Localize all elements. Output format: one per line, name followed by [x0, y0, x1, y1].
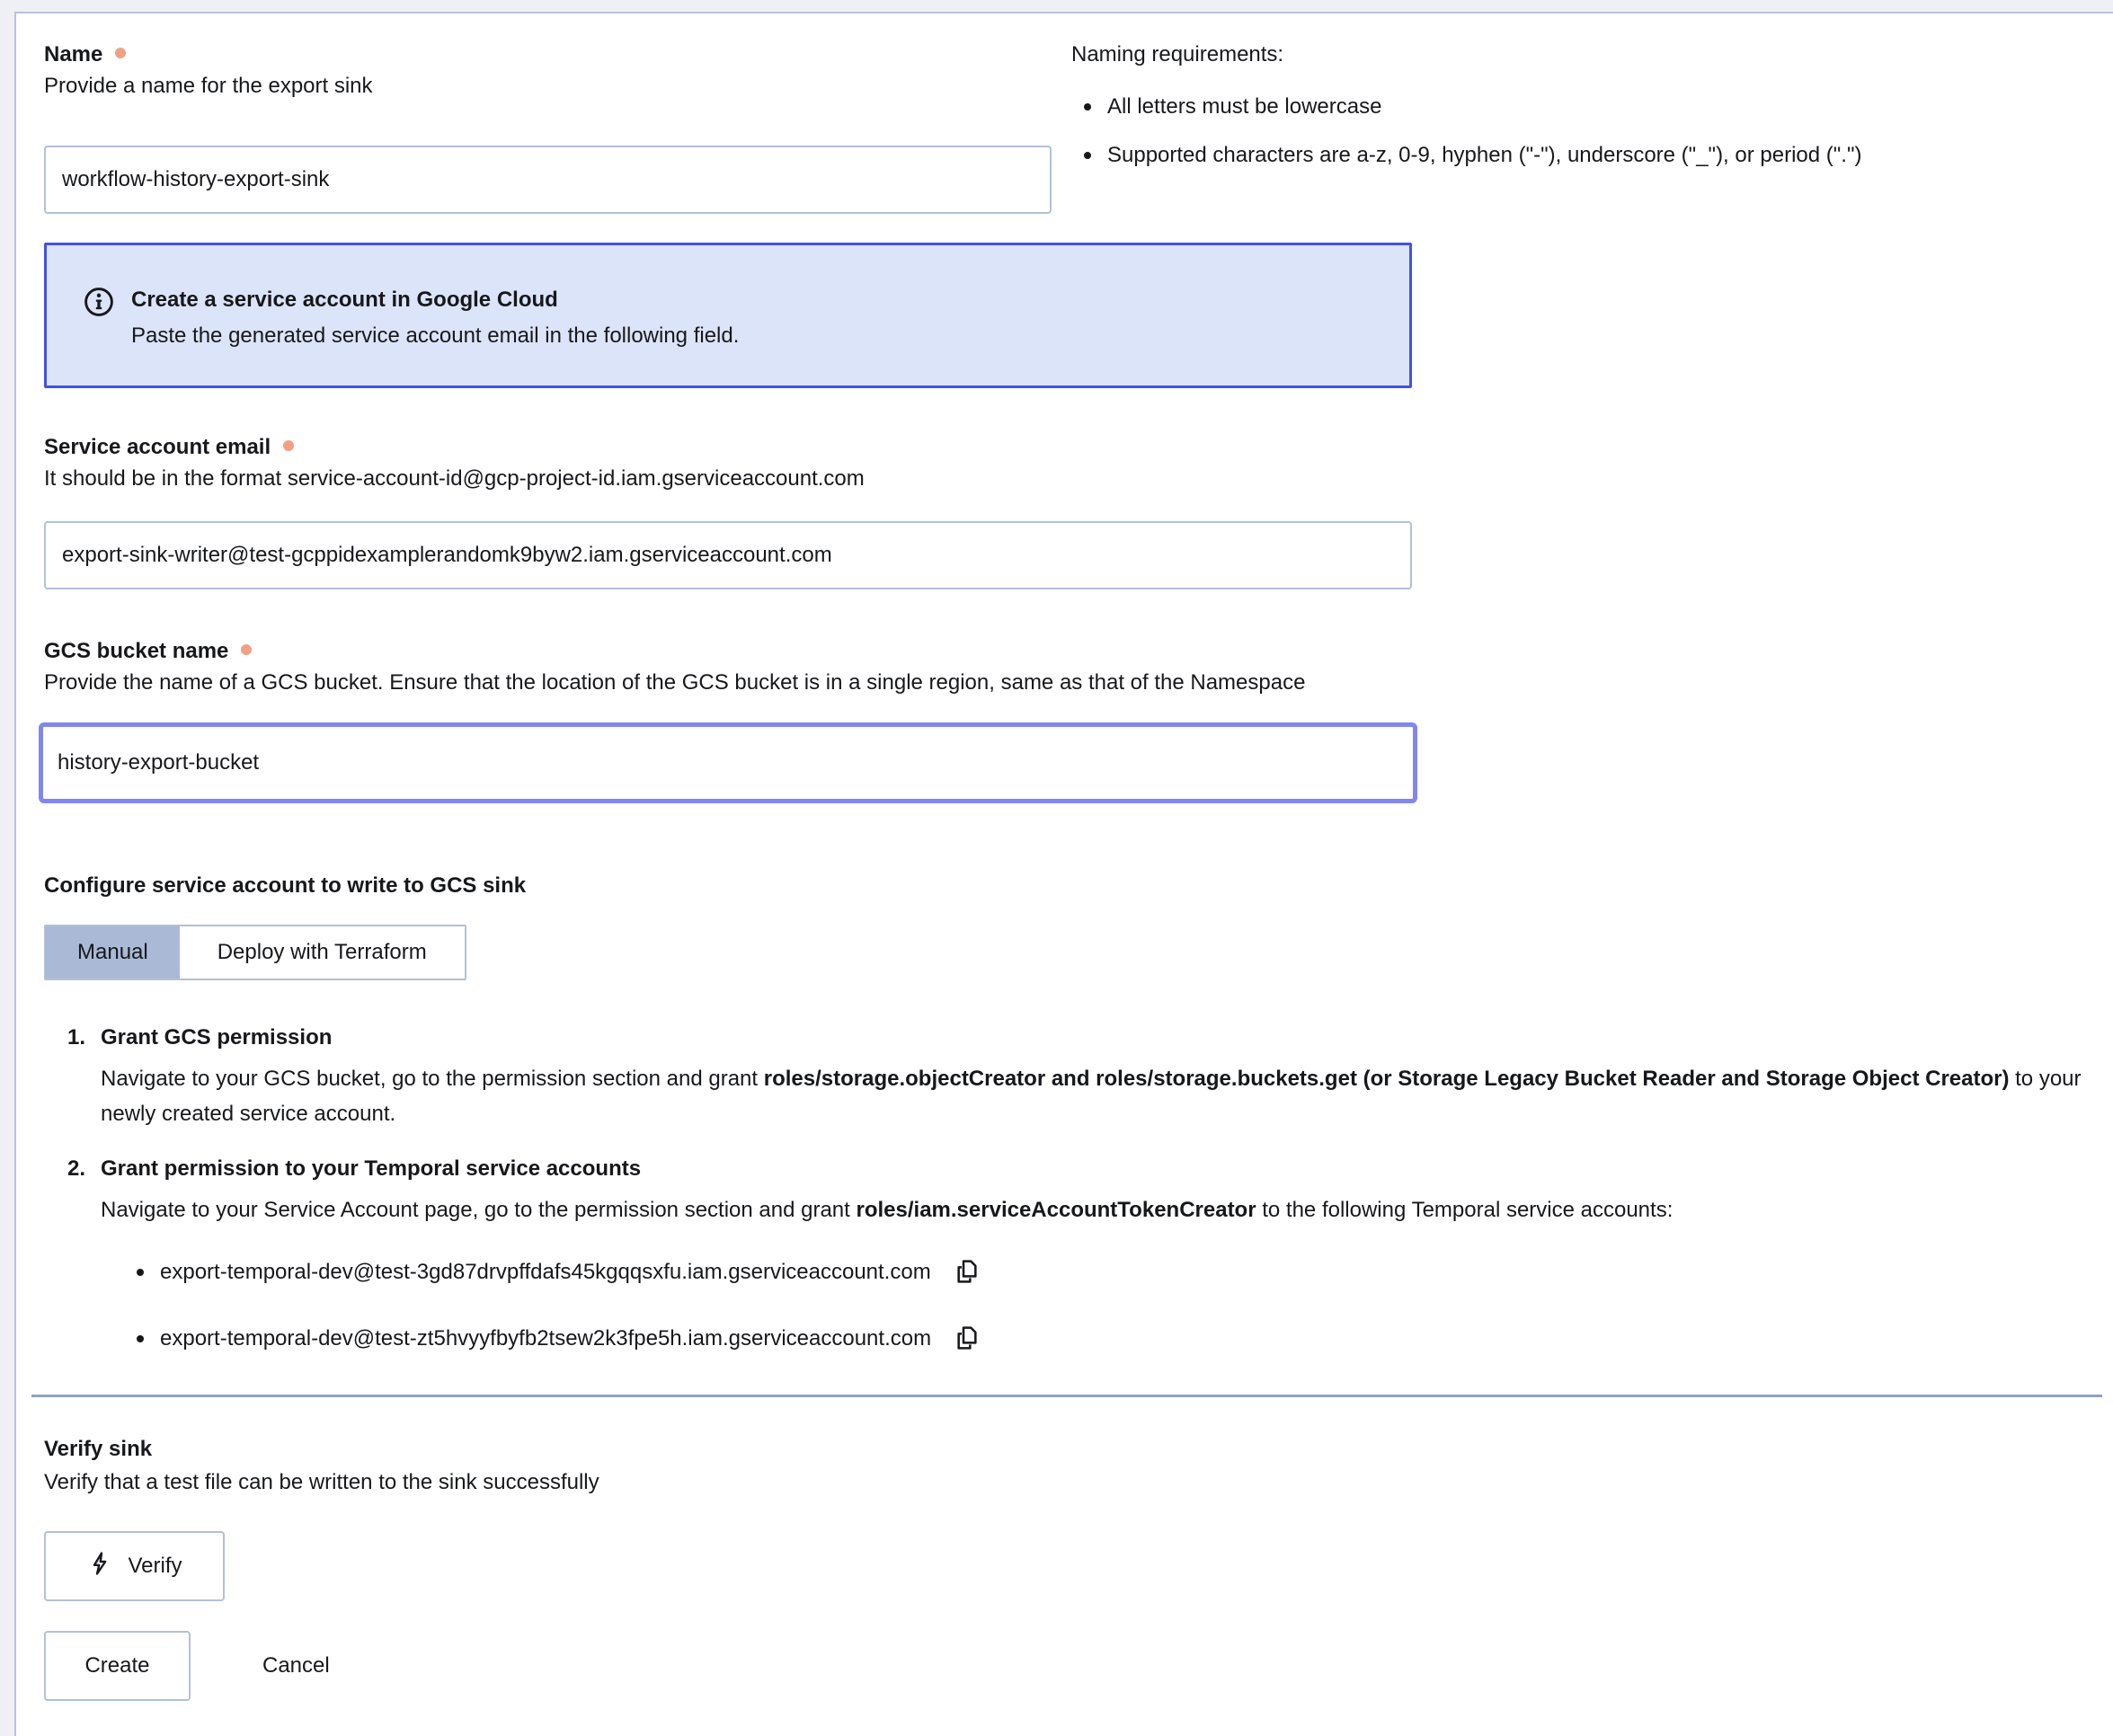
form-actions	[44, 1631, 2088, 1701]
gcs-bucket-description: Provide the name of a GCS bucket. Ensure that the location of the GCS bucket is in a single region, same as that of the Namespace	[44, 670, 1306, 695]
info-banner-description: Paste the generated service account email in the following field.	[131, 323, 740, 348]
section-divider	[31, 1395, 2102, 1397]
info-banner-title: Create a service account in Google Cloud	[131, 288, 558, 312]
tab-manual[interactable]: Manual	[46, 926, 180, 979]
info-icon	[83, 286, 115, 324]
configure-tabs	[44, 925, 466, 980]
service-account-email: export-temporal-dev@test-3gd87drvpffdafs45kgqqsxfu.iam.gserviceaccount.com	[160, 1260, 931, 1284]
verify-button-label: Verify	[128, 1554, 182, 1578]
name-description: Provide a name for the export sink	[44, 74, 373, 98]
service-account-email-section	[44, 433, 2088, 589]
verify-sink-description: Verify that a test file can be written to the sink successfully	[44, 1470, 599, 1494]
manual-steps-list	[44, 1023, 2088, 1227]
naming-requirements	[1071, 40, 2088, 190]
bullet-icon	[137, 1269, 144, 1276]
name-section	[44, 40, 2088, 214]
service-account-email-input[interactable]	[44, 521, 1412, 589]
step-body: Navigate to your GCS bucket, go to the permission section and grant roles/storage.objectCreator and roles/storage.buckets.get (or Storage Legacy Bucket Reader and Storage Object Creator) to your newly created service account.	[101, 1067, 2082, 1126]
required-indicator	[241, 644, 252, 655]
service-account-email-label: Service account email	[44, 435, 271, 459]
service-account-item	[137, 1323, 2088, 1355]
gcs-bucket-label: GCS bucket name	[44, 639, 229, 663]
bullet-icon	[1084, 103, 1091, 111]
required-indicator	[283, 440, 294, 451]
name-label: Name	[44, 42, 103, 66]
step-grant-gcs-permission: 1. Grant GCS permission Navigate to your GCS bucket, go to the permission section and grant roles/storage.objectCreator and roles/storage.buckets.get (or Storage Legacy Bucket Reader and Storage Object Creator) to your newly created service account.	[67, 1023, 2088, 1131]
service-account-email: export-temporal-dev@test-zt5hvyyfbyfb2tsew2k3fpe5h.iam.gserviceaccount.com	[160, 1326, 932, 1351]
service-account-item	[137, 1256, 2088, 1289]
name-input[interactable]	[44, 146, 1052, 214]
temporal-service-accounts-list	[44, 1256, 2088, 1355]
naming-requirement-item: All letters must be lowercase	[1071, 93, 2088, 121]
naming-requirements-title: Naming requirements:	[1071, 42, 1284, 66]
gcs-bucket-section	[44, 637, 2088, 803]
copy-icon	[953, 1257, 981, 1289]
verify-button[interactable]	[44, 1531, 225, 1601]
step-body: Navigate to your Service Account page, go to the permission section and grant roles/iam.serviceAccountTokenCreator to the following Temporal service accounts:	[101, 1198, 1674, 1222]
copy-button[interactable]	[951, 1323, 983, 1355]
cancel-button[interactable]: Cancel	[250, 1631, 342, 1701]
verify-sink-title: Verify sink	[44, 1437, 153, 1461]
service-account-email-description: It should be in the format service-account-id@gcp-project-id.iam.gserviceaccount.com	[44, 466, 865, 491]
create-button[interactable]: Create	[44, 1631, 191, 1701]
copy-icon	[953, 1324, 981, 1355]
bullet-icon	[137, 1335, 144, 1342]
service-account-info-banner	[44, 243, 1412, 388]
tab-deploy-with-terraform[interactable]: Deploy with Terraform	[180, 926, 465, 979]
step-grant-temporal-permission: 2. Grant permission to your Temporal service accounts Navigate to your Service Account page, go to the permission section and grant roles/iam.serviceAccountTokenCreator to the following Temporal service accounts:	[67, 1155, 2088, 1227]
required-indicator	[115, 48, 126, 58]
copy-button[interactable]	[951, 1256, 983, 1289]
configure-section-title: Configure service account to write to GCS sink	[44, 873, 527, 898]
lightning-icon	[86, 1550, 113, 1583]
export-sink-form-panel	[14, 12, 2113, 1736]
bullet-icon	[1084, 152, 1091, 159]
naming-requirement-item: Supported characters are a-z, 0-9, hyphen ("-"), underscore ("_"), or period (".")	[1071, 141, 2088, 170]
gcs-bucket-input[interactable]	[39, 722, 1417, 803]
